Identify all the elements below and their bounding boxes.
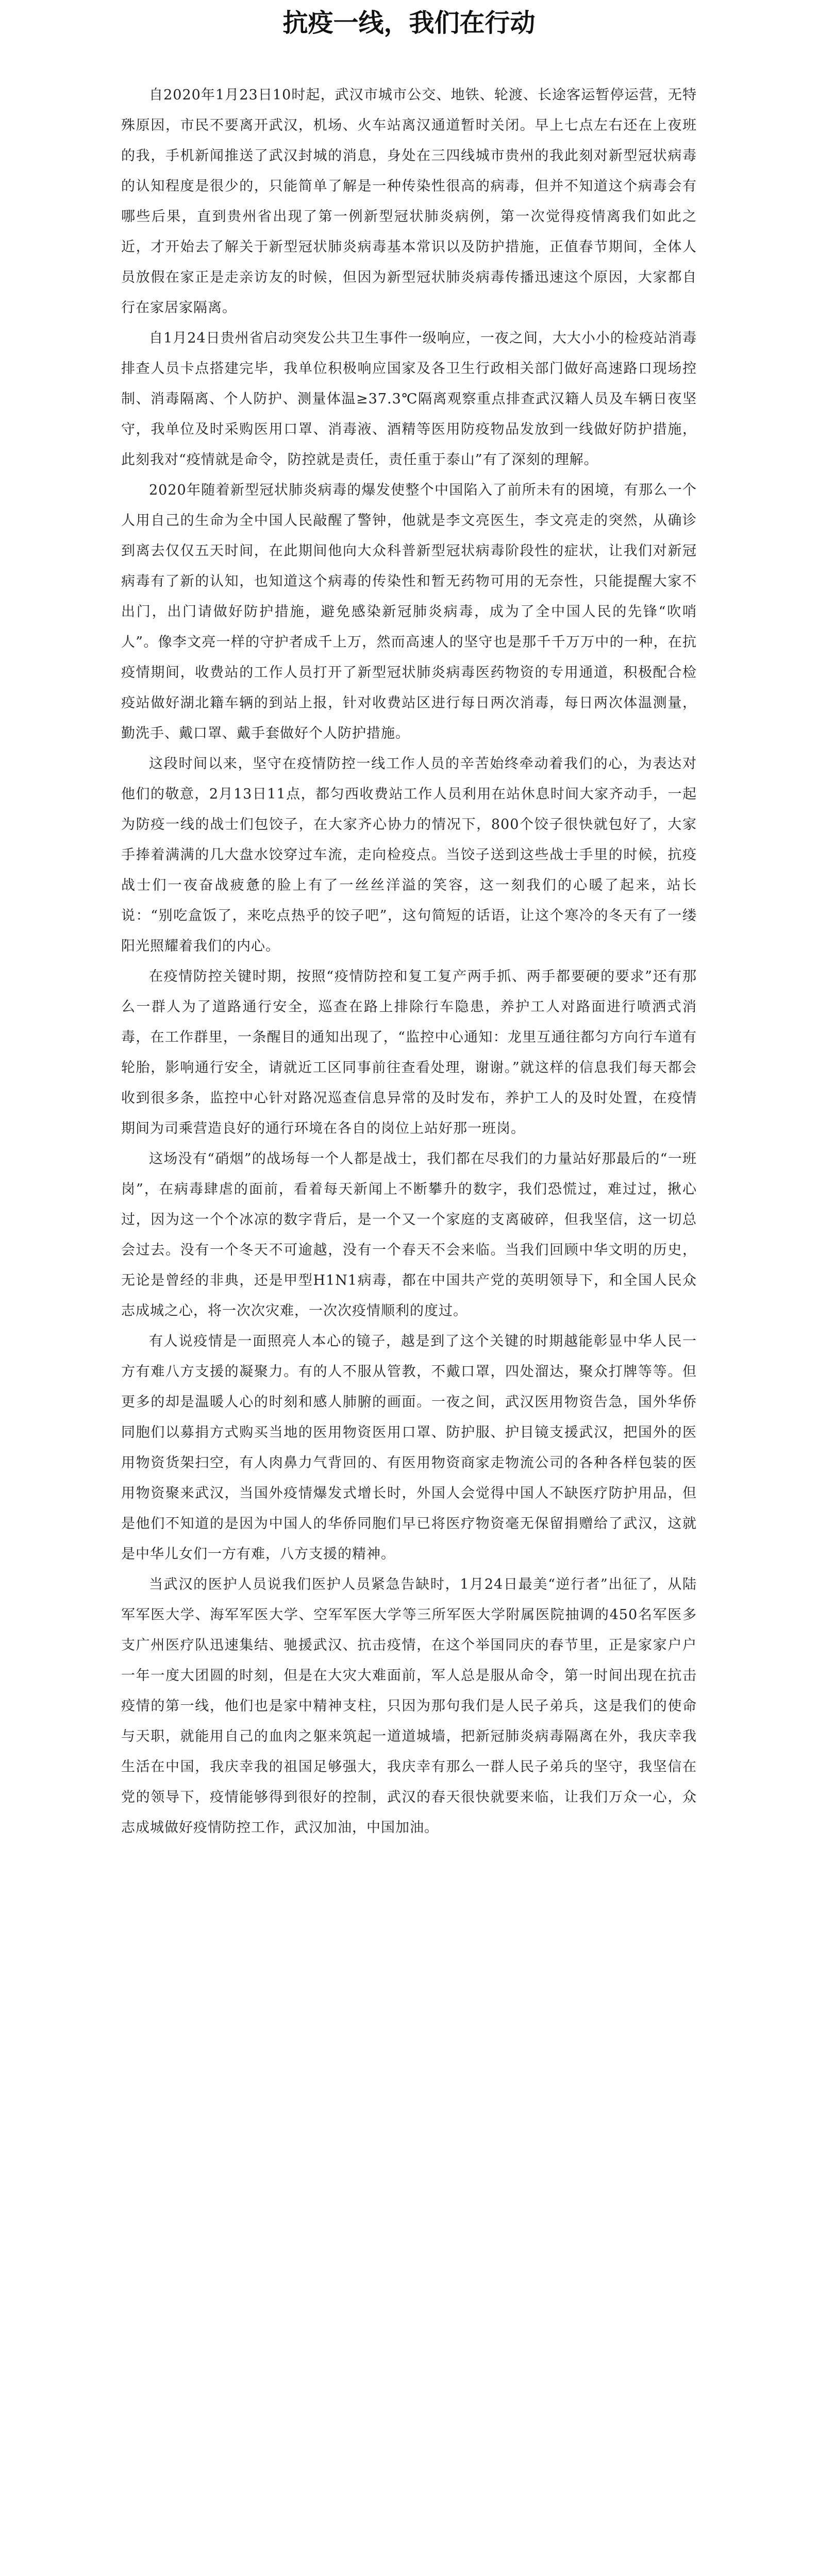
- paragraph: 自1月24日贵州省启动突发公共卫生事件一级响应，一夜之间，大大小小的检疫站消毒排查人员卡点搭建完毕，我单位积极响应国家及各卫生行政相关部门做好高速路口现场控制、消毒隔离、个人防护、测量体温≥37.3℃隔离观察重点排查武汉籍人员及车辆日夜坚守，我单位及时采购医用口罩、消毒液、酒精等医用防疫物品发放到一线做好防护措施，此刻我对“疫情就是命令，防控就是责任，责任重于泰山”有了深刻的理解。: [121, 330, 697, 468]
- paragraph: 2020年随着新型冠状肺炎病毒的爆发使整个中国陷入了前所未有的困境，有那么一个人用自己的生命为全中国人民敲醒了警钟，他就是李文亮医生，李文亮走的突然，从确诊到离去仅仅五天时间，在此期间他向大众科普新型冠状病毒阶段性的症状，让我们对新冠病毒有了新的认知，也知道这个病毒的传染性和暂无药物可用的无奈性，只能提醒大家不出门，出门请做好防护措施，避免感染新冠肺炎病毒，成为了全中国人民的先锋“吹哨人”。像李文亮一样的守护者成千上万，然而高速人的坚守也是那千千万万中的一种，在抗疫情期间，收费站的工作人员打开了新型冠状肺炎病毒医药物资的专用通道，积极配合检疫站做好湖北籍车辆的到站上报，针对收费站区进行每日两次消毒，每日两次体温测量，勤洗手、戴口罩、戴手套做好个人防护措施。: [121, 482, 697, 741]
- paragraph: 这场没有“硝烟”的战场每一个人都是战士，我们都在尽我们的力量站好那最后的“一班岗”，在病毒肆虐的面前，看着每天新闻上不断攀升的数字，我们恐慌过，难过过，揪心过，因为这一个个冰凉的数字背后，是一个又一个家庭的支离破碎，但我坚信，这一切总会过去。没有一个冬天不可逾越，没有一个春天不会来临。当我们回顾中华文明的历史，无论是曾经的非典，还是甲型H1N1病毒，都在中国共产党的英明领导下，和全国人民众志成城之心，将一次次灾难，一次次疫情顺利的度过。: [121, 1151, 697, 1319]
- paragraph: 自2020年1月23日10时起，武汉市城市公交、地铁、轮渡、长途客运暂停运营，无特殊原因，市民不要离开武汉，机场、火车站离汉通道暂时关闭。早上七点左右还在上夜班的我，手机新闻推送了武汉封城的消息，身处在三四线城市贵州的我此刻对新型冠状病毒的认知程度是很少的，只能简单了解是一种传染性很高的病毒，但并不知道这个病毒会有哪些后果，直到贵州省出现了第一例新型冠状肺炎病例，第一次觉得疫情离我们如此之近，才开始去了解关于新型冠状肺炎病毒基本常识以及防护措施，正值春节期间，全体人员放假在家正是走亲访友的时候，但因为新型冠状肺炎病毒传播迅速这个原因，大家都自行在家居家隔离。: [121, 87, 697, 316]
- document-title: 抗疫一线，我们在行动: [282, 8, 536, 38]
- document-body: [121, 80, 697, 1843]
- paragraph: 有人说疫情是一面照亮人本心的镜子，越是到了这个关键的时期越能彰显中华人民一方有难八方支援的凝聚力。有的人不服从管教，不戴口罩，四处溜达，聚众打牌等等。但更多的却是温暖人心的时刻和感人肺腑的画面。一夜之间，武汉医用物资告急，国外华侨同胞们以募捐方式购买当地的医用物资医用口罩、防护服、护目镜支援武汉，把国外的医用物资货架扫空，有人肉鼻力气背回的、有医用物资商家走物流公司的各种各样包装的医用物资聚来武汉，当国外疫情爆发式增长时，外国人会觉得中国人不缺医疗防护用品，但是他们不知道的是因为中国人的华侨同胞们早已将医疗物资毫无保留捐赠给了武汉，这就是中华儿女们一方有难，八方支援的精神。: [121, 1333, 697, 1562]
- paragraph: 这段时间以来，坚守在疫情防控一线工作人员的辛苦始终牵动着我们的心，为表达对他们的敬意，2月13日11点，都匀西收费站工作人员利用在站休息时间大家齐动手，一起为防疫一线的战士们包饺子，在大家齐心协力的情况下，800个饺子很快就包好了，大家手捧着满满的几大盘水饺穿过车流，走向检疫点。当饺子送到这些战士手里的时候，抗疫战士们一夜奋战疲惫的脸上有了一丝丝洋溢的笑容，这一刻我们的心暖了起来，站长说：“别吃盒饭了，来吃点热乎的饺子吧”，这句简短的话语，让这个寒冷的冬天有了一缕阳光照耀着我们的内心。: [121, 756, 697, 954]
- paragraph: 在疫情防控关键时期，按照“疫情防控和复工复产两手抓、两手都要硬的要求”还有那么一群人为了道路通行安全，巡查在路上排除行车隐患，养护工人对路面进行喷洒式消毒，在工作群里，一条醒目的通知出现了，“监控中心通知：龙里互通往都匀方向行车道有轮胎，影响通行安全，请就近工区同事前往查看处理，谢谢。”就这样的信息我们每天都会收到很多条，监控中心针对路况巡查信息异常的及时发布，养护工人的及时处置，在疫情期间为司乘营造良好的通行环境在各自的岗位上站好那一班岗。: [121, 969, 697, 1137]
- paragraph: 当武汉的医护人员说我们医护人员紧急告缺时，1月24日最美“逆行者”出征了，从陆军军医大学、海军军医大学、空军军医大学等三所军医大学附属医院抽调的450名军医多支广州医疗队迅速集结、驰援武汉、抗击疫情，在这个举国同庆的春节里，正是家家户户一年一度大团圆的时刻，但是在大灾大难面前，军人总是服从命令，第一时间出现在抗击疫情的第一线，他们也是家中精神支柱，只因为那句我们是人民子弟兵，这是我们的使命与天职，就能用自己的血肉之躯来筑起一道道城墙，把新冠肺炎病毒隔离在外，我庆幸我生活在中国，我庆幸我的祖国足够强大，我庆幸有那么一群人民子弟兵的坚守，我坚信在党的领导下，疫情能够得到很好的控制，武汉的春天很快就要来临，让我们万众一心，众志成城做好疫情防控工作，武汉加油，中国加油。: [121, 1577, 697, 1836]
